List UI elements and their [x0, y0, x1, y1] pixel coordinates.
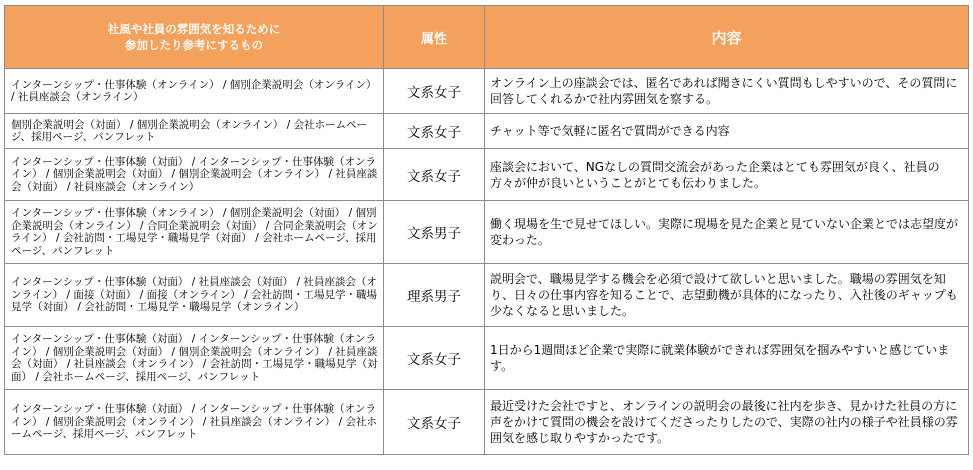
content-cell: チャット等で気軽に匿名で質問ができる内容 [485, 114, 969, 149]
header-content: 内容 [485, 6, 969, 69]
table-row [5, 114, 969, 149]
attribute-cell: 文系女子 [384, 69, 485, 114]
content-cell: 説明会で、職場見学する機会を必須で設けて欲しいと思いました。職場の雰囲気を知り、日々の仕事内容を知ることで、志望動機が具体的になったり、入社後のギャップも少なくなると思いました。 [485, 264, 969, 327]
conditions-cell: インターンシップ・仕事体験（オンライン） / 個別企業説明会（対面） / 個別企業説明会（オンライン） / 合同企業説明会（対面） / 合同企業説明会（オンライン） / 会社訪問・工場見学・職場見学（対面） / 会社ホームページ、採用ページ、パンフレット [5, 201, 384, 264]
content-cell: 最近受けた会社ですと、オンラインの説明会の最後に社内を歩き、見かけた社員の方に声をかけて質問の機会を設けてくださったりしたので、実際の社内の様子や社員様の雰囲気を感じ取りやすかったです。 [485, 390, 969, 455]
table-row [5, 149, 969, 201]
header-conditions-line2: 参加したり参考にするもの [125, 38, 263, 52]
attribute-cell: 文系女子 [384, 114, 485, 149]
conditions-cell: 個別企業説明会（対面） / 個別企業説明会（オンライン） / 会社ホームページ、採用ページ、パンフレット [5, 114, 384, 149]
content-cell: オンライン上の座談会では、匿名であれば聞きにくい質問もしやすいので、その質問に回答してくれるかで社内雰囲気を察する。 [485, 69, 969, 114]
table-row [5, 390, 969, 455]
table-row [5, 201, 969, 264]
attribute-cell: 理系男子 [384, 264, 485, 327]
header-row [5, 6, 969, 69]
conditions-cell: インターンシップ・仕事体験（オンライン） / 個別企業説明会（オンライン） / 社員座談会（オンライン） [5, 69, 384, 114]
survey-table [4, 5, 969, 455]
header-conditions-line1: 社風や社員の雰囲気を知るために [107, 22, 281, 36]
attribute-cell: 文系女子 [384, 327, 485, 390]
header-conditions [5, 6, 384, 69]
table-row [5, 264, 969, 327]
content-cell: 1日から1週間ほど企業で実際に就業体験ができれば雰囲気を掴みやすいと感じています。 [485, 327, 969, 390]
attribute-cell: 文系女子 [384, 149, 485, 201]
attribute-cell: 文系女子 [384, 390, 485, 455]
content-cell: 座談会において、NGなしの質問交流会があった企業はとても雰囲気が良く、社員の方々が仲が良いということがとても伝わりました。 [485, 149, 969, 201]
content-cell: 働く現場を生で見せてほしい。実際に現場を見た企業と見ていない企業とでは志望度が変わった。 [485, 201, 969, 264]
conditions-cell: インターンシップ・仕事体験（対面） / インターンシップ・仕事体験（オンライン） / 個別企業説明会（対面） / 個別企業説明会（オンライン） / 社員座談会（対面） / 社員座談会（オンライン） [5, 149, 384, 201]
attribute-cell: 文系男子 [384, 201, 485, 264]
table-row [5, 69, 969, 114]
conditions-cell: インターンシップ・仕事体験（対面） / インターンシップ・仕事体験（オンライン） / 個別企業説明会（オンライン） / 社員座談会（オンライン） / 会社ホームページ、採用ページ、パンフレット [5, 390, 384, 455]
table-row [5, 327, 969, 390]
conditions-cell: インターンシップ・仕事体験（対面） / インターンシップ・仕事体験（オンライン） / 個別企業説明会（対面） / 個別企業説明会（オンライン） / 社員座談会（対面） / 社員座談会（オンライン） / 会社訪問・工場見学・職場見学（対面） / 会社ホームページ、採用ページ、パンフレット [5, 327, 384, 390]
conditions-cell: インターンシップ・仕事体験（対面） / 社員座談会（対面） / 社員座談会（オンライン） / 面接（対面） / 面接（オンライン） / 会社訪問・工場見学・職場見学（対面） / 会社訪問・工場見学・職場見学（オンライン） [5, 264, 384, 327]
header-attribute: 属性 [384, 6, 485, 69]
